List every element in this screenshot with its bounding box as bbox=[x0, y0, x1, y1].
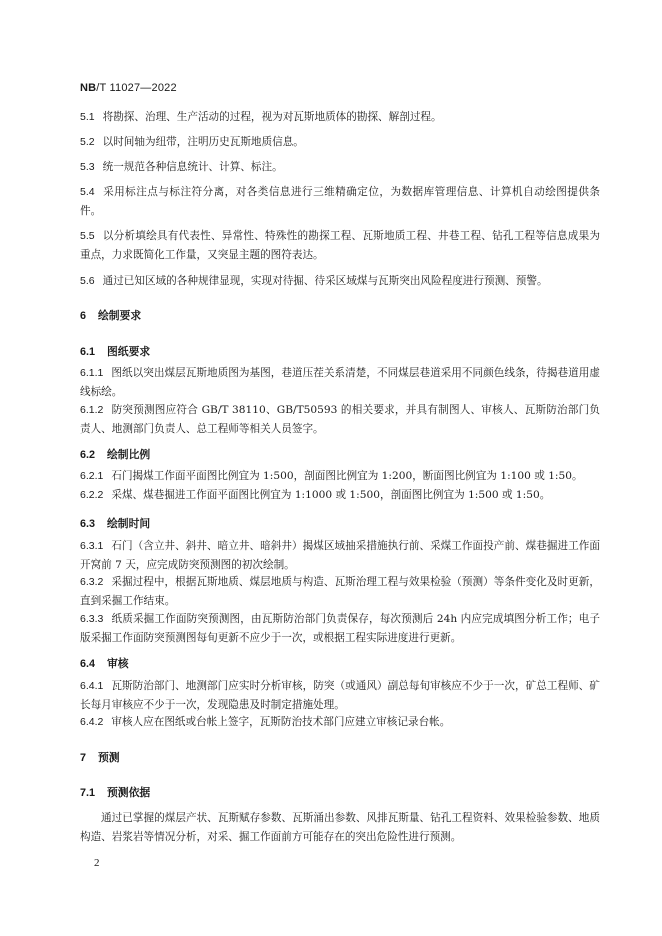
clause-text: 审核人应在图纸或台帐上签字，瓦斯防治技术部门应建立审核记录台帐。 bbox=[111, 716, 451, 728]
clause-text: 统一规范各种信息统计、计算、标注。 bbox=[102, 161, 283, 173]
clause-6-1-2 bbox=[80, 401, 600, 439]
clause-text: 通过已知区域的各种规律显现，实现对待掘、待采区域煤与瓦斯突出风险程度进行预测、预警。 bbox=[102, 275, 548, 287]
clause-6-2-2 bbox=[80, 486, 600, 505]
section-6-1-heading bbox=[80, 344, 150, 359]
clause-number: 5.3 bbox=[80, 161, 95, 173]
clause-text: 图纸以突出煤层瓦斯地质图为基图，巷道压茬关系清楚，不同煤层巷道采用不同颜色线条，待揭巷道用虚线标绘。 bbox=[80, 367, 600, 398]
section-title: 预测依据 bbox=[107, 786, 151, 799]
clause-number: 5.6 bbox=[80, 275, 95, 287]
section-number: 6 bbox=[80, 310, 87, 322]
standard-code-prefix: NB bbox=[80, 82, 97, 94]
clause-number: 6.3.2 bbox=[80, 576, 104, 588]
clause-text: 将勘探、治理、生产活动的过程，视为对瓦斯地质体的勘探、解剖过程。 bbox=[102, 111, 442, 123]
clause-text: 防突预测图应符合 GB/T 38110、GB/T50593 的相关要求，并具有制图人、审核人、瓦斯防治部门负责人、地测部门负责人、总工程师等相关人员签字。 bbox=[80, 404, 600, 435]
clause-number: 5.1 bbox=[80, 111, 95, 123]
page-number: 2 bbox=[94, 857, 100, 869]
clause-text: 石门揭煤工作面平面图比例宜为 1:500，剖面图比例宜为 1:200，断面图比例宜为 1:100 或 1:50。 bbox=[111, 470, 583, 482]
section-7-1-body: 通过已掌握的煤层产状、瓦斯赋存参数、瓦斯涌出参数、风排瓦斯量、钻孔工程资料、效果检验参数、地质构造、岩浆岩等情况分析，对采、掘工作面前方可能存在的突出危险性进行预测。 bbox=[80, 812, 600, 843]
clause-number: 5.5 bbox=[80, 230, 95, 242]
clause-text: 以时间轴为纽带，注明历史瓦斯地质信息。 bbox=[102, 136, 304, 148]
clause-6-3-1 bbox=[80, 537, 600, 575]
clause-text: 以分析填绘具有代表性、异常性、特殊性的勘探工程、瓦斯地质工程、井巷工程、钻孔工程等信息成果为重点，力求既简化工作量，又突显主题的图符表达。 bbox=[80, 230, 600, 261]
section-number: 7 bbox=[80, 752, 87, 764]
clause-text: 纸质采掘工作面防突预测图，由瓦斯防治部门负责保存，每次预测后 24h 内应完成填图分析工作；电子版采掘工作面防突预测图每旬更新不应少于一次，或根据工程实际进度进行更新。 bbox=[80, 613, 600, 644]
section-title: 图纸要求 bbox=[107, 345, 151, 358]
clause-number: 6.4.2 bbox=[80, 716, 104, 728]
section-7-1-heading bbox=[80, 785, 150, 800]
clause-6-4-2 bbox=[80, 713, 600, 732]
section-number: 6.2 bbox=[80, 449, 96, 461]
clause-number: 6.4.1 bbox=[80, 680, 104, 692]
clause-number: 6.2.1 bbox=[80, 470, 104, 482]
section-6-3-heading bbox=[80, 516, 150, 531]
clause-number: 6.3.1 bbox=[80, 540, 104, 552]
clause-5-1 bbox=[80, 108, 600, 127]
clause-number: 5.2 bbox=[80, 136, 95, 148]
clause-5-6 bbox=[80, 272, 600, 291]
clause-6-1-1 bbox=[80, 364, 600, 402]
clause-number: 6.2.2 bbox=[80, 489, 104, 501]
clause-number: 6.1.1 bbox=[80, 367, 104, 379]
clause-text: 采用标注点与标注符分离，对各类信息进行三维精确定位，为数据库管理信息、计算机自动绘图提供条件。 bbox=[80, 186, 600, 217]
section-6-heading bbox=[80, 308, 141, 323]
clause-6-3-2 bbox=[80, 573, 600, 611]
clause-text: 采掘过程中，根据瓦斯地质、煤层地质与构造、瓦斯治理工程与效果检验（预测）等条件变化及时更新，直到采掘工作结束。 bbox=[80, 576, 600, 607]
clause-text: 采煤、煤巷掘进工作面平面图比例宜为 1:1000 或 1:500，剖面图比例宜为 1:500 或 1:50。 bbox=[111, 489, 551, 501]
clause-5-4 bbox=[80, 183, 600, 221]
section-title: 绘制时间 bbox=[107, 517, 151, 530]
section-title: 审核 bbox=[107, 657, 129, 670]
section-6-2-heading bbox=[80, 447, 150, 462]
clause-6-2-1 bbox=[80, 467, 600, 486]
section-number: 6.1 bbox=[80, 346, 96, 358]
clause-5-5 bbox=[80, 227, 600, 265]
clause-text: 瓦斯防治部门、地测部门应实时分析审核，防突（或通风）副总每旬审核应不少于一次，矿总工程师、矿长每月审核应不少于一次，发现隐患及时制定措施处理。 bbox=[80, 680, 600, 711]
standard-code-header bbox=[80, 82, 177, 94]
section-6-4-heading bbox=[80, 656, 129, 671]
section-number: 6.4 bbox=[80, 658, 96, 670]
section-number: 7.1 bbox=[80, 787, 96, 799]
clause-5-2 bbox=[80, 133, 600, 152]
section-title: 绘制要求 bbox=[98, 309, 142, 322]
section-title: 预测 bbox=[98, 751, 120, 764]
clause-text: 石门（含立井、斜井、暗立井、暗斜井）揭煤区域抽采措施执行前、采煤工作面投产前、煤巷掘进工作面开窝前 7 天，应完成防突预测图的初次绘制。 bbox=[80, 540, 600, 571]
clause-6-3-3 bbox=[80, 610, 600, 648]
section-7-heading bbox=[80, 750, 120, 765]
clause-number: 6.3.3 bbox=[80, 613, 104, 625]
clause-number: 6.1.2 bbox=[80, 404, 104, 416]
clause-5-3 bbox=[80, 158, 600, 177]
section-title: 绘制比例 bbox=[107, 448, 151, 461]
section-number: 6.3 bbox=[80, 518, 96, 530]
standard-code-rest: /T 11027—2022 bbox=[96, 82, 177, 94]
clause-number: 5.4 bbox=[80, 186, 95, 198]
clause-6-4-1 bbox=[80, 677, 600, 715]
